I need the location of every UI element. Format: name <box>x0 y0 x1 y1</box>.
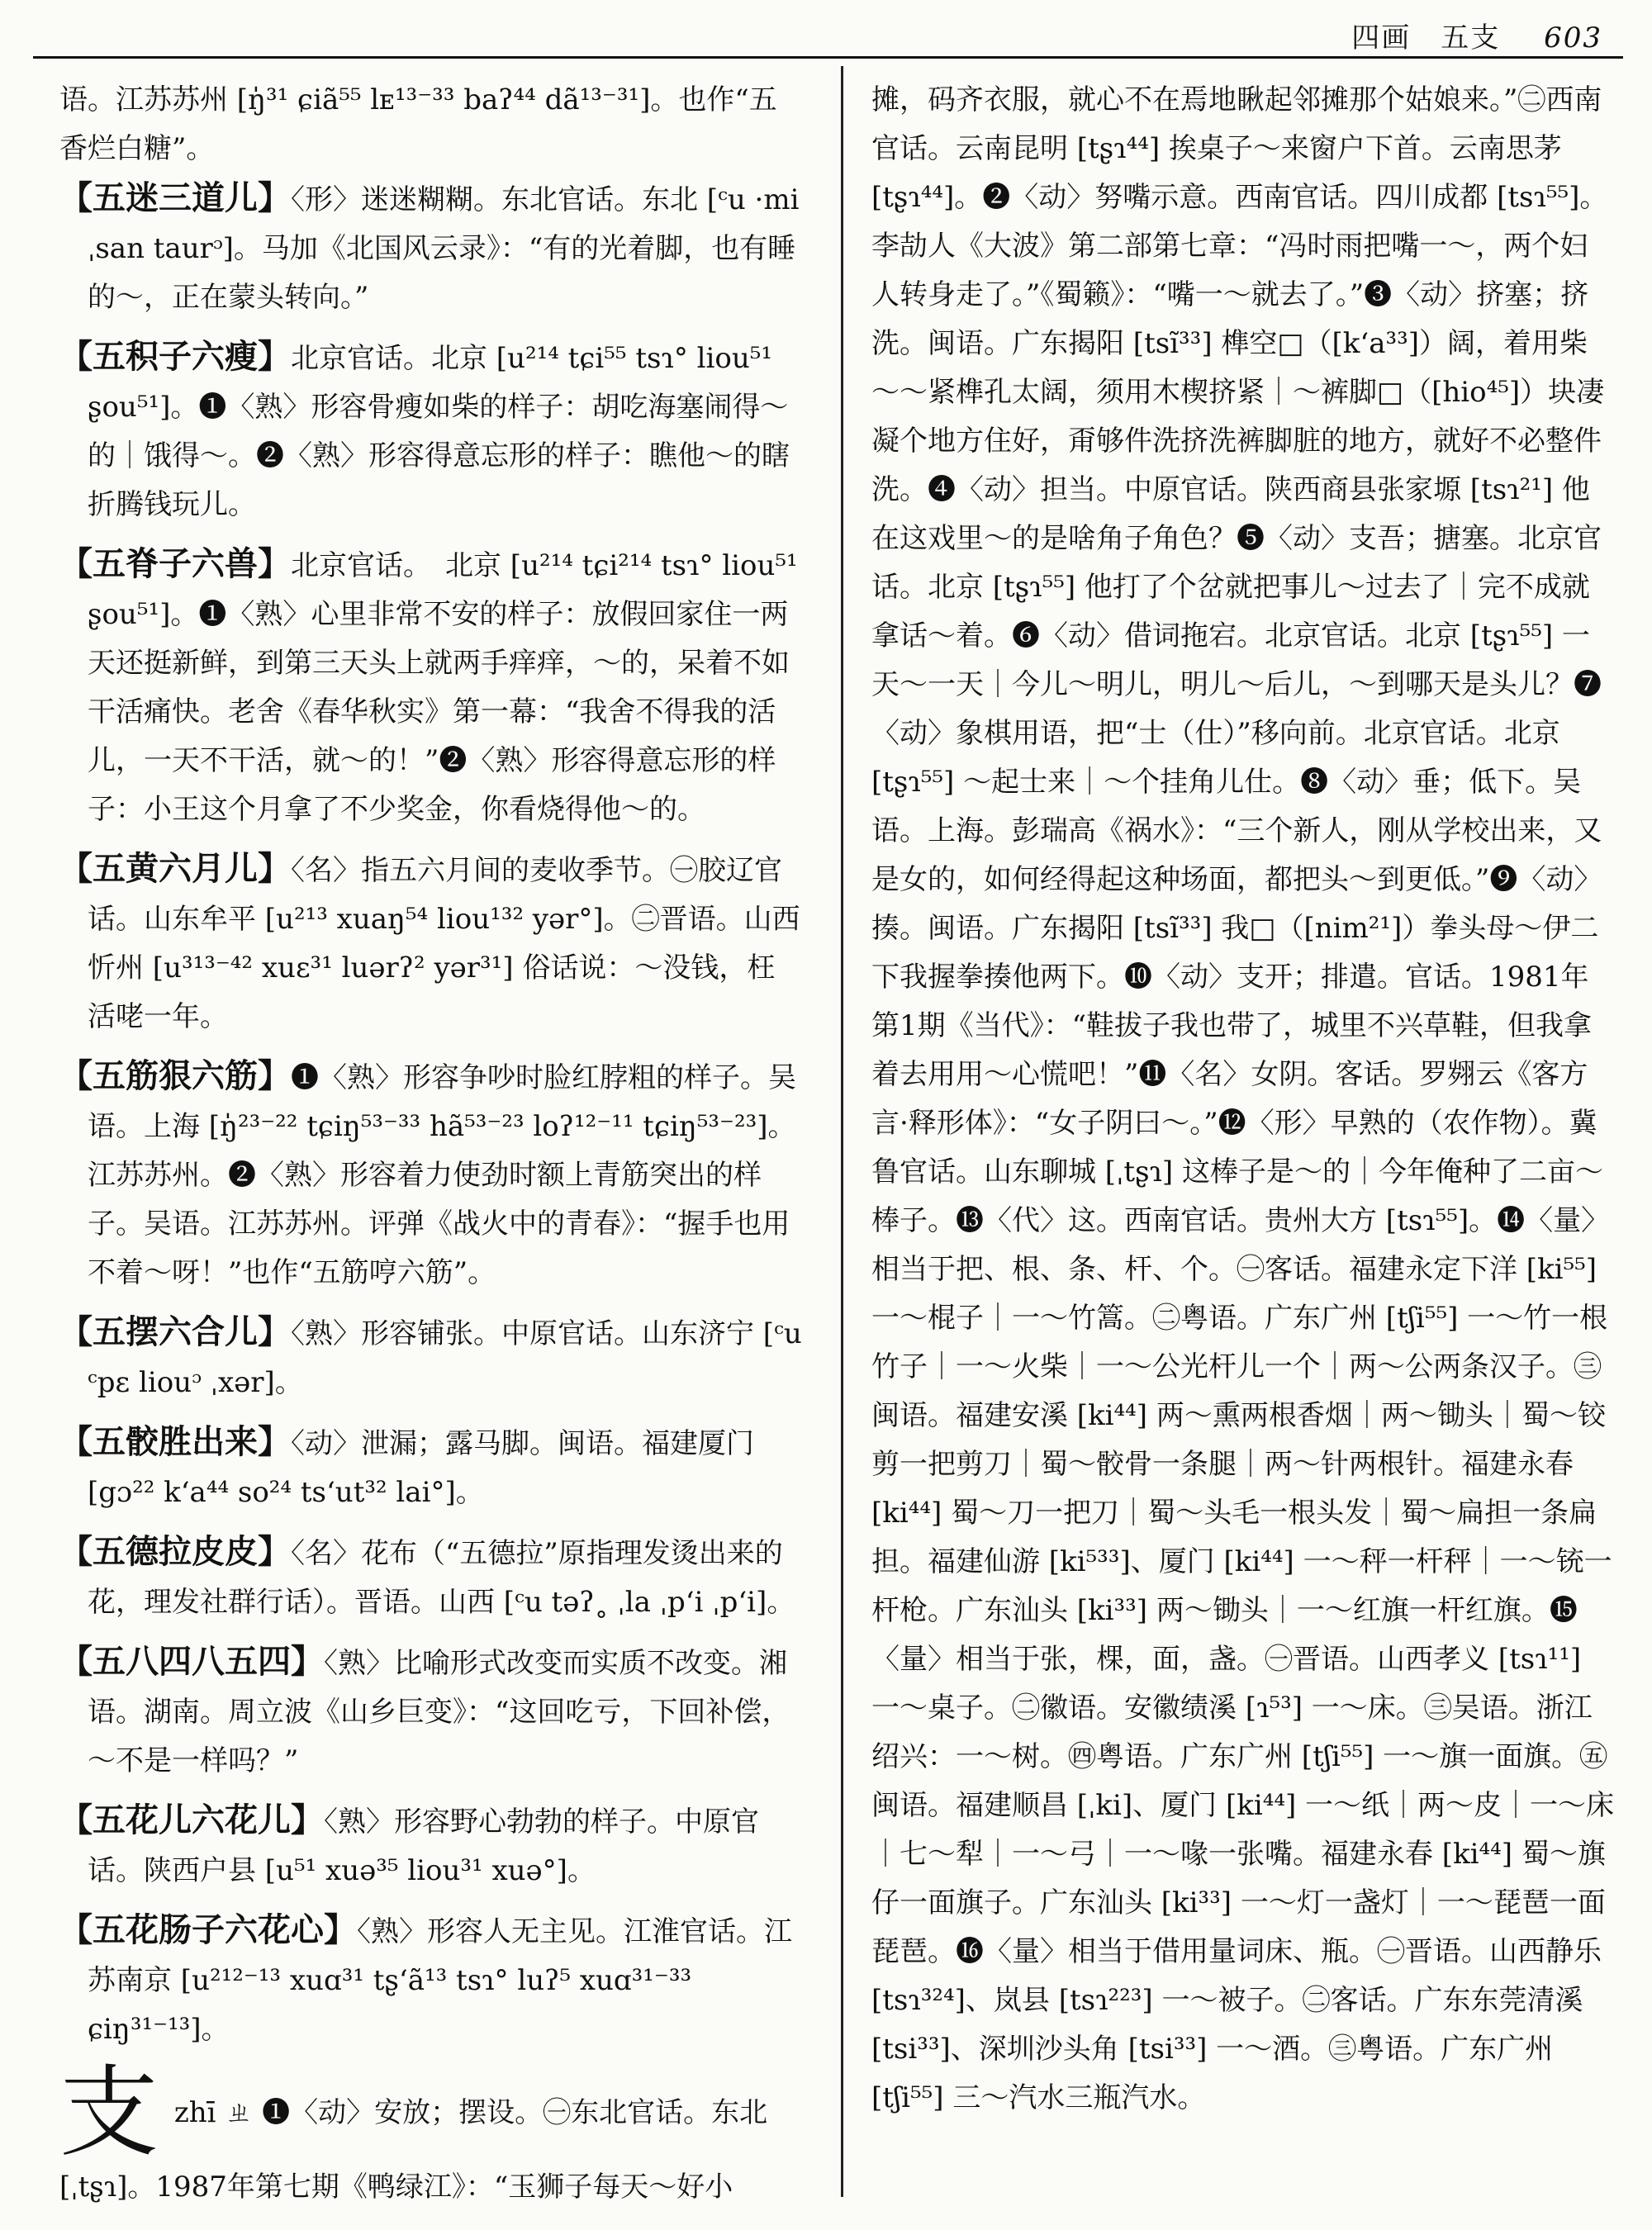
dictionary-entry <box>59 1796 803 1896</box>
entry-headword: 【五积子六瘦】 <box>59 337 291 376</box>
zhi-pinyin: zhī ㄓ <box>173 2096 254 2129</box>
header-rule <box>33 56 1623 59</box>
entry-headword: 【五摆六合儿】 <box>59 1312 291 1351</box>
zhi-entry-body: ❶〈动〉安放；摆设。㊀东北官话。东北 [ˌtʂɿ]。1987年第七期《鸭绿江》：“玉狮子每天～好小 <box>59 2096 768 2204</box>
dictionary-entry <box>59 1637 803 1786</box>
dictionary-entry <box>59 173 803 322</box>
column-divider <box>841 66 843 2197</box>
dictionary-entry <box>59 1527 803 1627</box>
page-header <box>1351 15 1602 55</box>
zhi-entry-continuation: 摊，码齐衣服，就心不在焉地瞅起邻摊那个姑娘来。”㊁西南官话。云南昆明 [tʂɿ⁴⁴] 挨桌子～来窗户下首。云南思茅 [tʂɿ⁴⁴]。❷〈动〉努嘴示意。西南官话。四川成都 [tsɿ⁵⁵]。李劼人《大波》第二部第七章：“冯时雨把嘴一～，两个妇人转身走了。”《蜀籁》：“嘴一～就去了。”❸〈动〉挤塞；挤洗。闽语。广东揭阳 [tsĩ³³] 榫空□（[k‘a³³]）阔，着用柴～～紧榫孔太阔，须用木楔挤紧｜～裤脚□（[hio⁴⁵]）块凄凝个地方住好，甭够件洗挤洗裤脚脏的地方，就好不必整件洗。❹〈动〉担当。中原官话。陕西商县张家塬 [tsɿ²¹] 他在这戏里～的是啥角子角色？❺〈动〉支吾；搪塞。北京官话。北京 [tʂɿ⁵⁵] 他打了个岔就把事儿～过去了｜完不成就拿话～着。❻〈动〉借词拖宕。北京官话。北京 [tʂɿ⁵⁵] 一天～一天｜今儿～明儿，明儿～后儿，～到哪天是头儿？❼〈动〉象棋用语，把“士（仕）”移向前。北京官话。北京 [tʂɿ⁵⁵] ～起士来｜～个挂角儿仕。❽〈动〉垂；低下。吴语。上海。彭瑞高《祸水》：“三个新人，刚从学校出来，又是女的，如何经得起这种场面，都把头～到更低。”❾〈动〉揍。闽语。广东揭阳 [tsĩ³³] 我□（[nim²¹]）拳头母～伊二下我握拳揍他两下。❿〈动〉支开；排遣。官话。1981年第1期《当代》：“鞋拔子我也带了，城里不兴草鞋，但我拿着去用用～心慌吧！”⓫〈名〉女阴。客话。罗翙云《客方言·释形体》：“女子阴曰～。”⓬〈形〉早熟的（农作物）。冀鲁官话。山东聊城 [ˌtʂɿ] 这棒子是～的｜今年俺种了二亩～棒子。⓭〈代〉这。西南官话。贵州大方 [tsɿ⁵⁵]。⓮〈量〉相当于把、根、条、杆、个。㊀客话。福建永定下洋 [ki⁵⁵] 一～棍子｜一～竹篙。㊁粤语。广东广州 [tʃi⁵⁵] 一～竹一根竹子｜一～火柴｜一～公光杆儿一个｜两～公两条汉子。㊂闽语。福建安溪 [ki⁴⁴] 两～熏两根香烟｜两～锄头｜蜀～铰剪一把剪刀｜蜀～骹骨一条腿｜两～针两根针。福建永春 [ki⁴⁴] 蜀～刀一把刀｜蜀～头毛一根头发｜蜀～扁担一条扁担。福建仙游 [ki⁵³³]、厦门 [ki⁴⁴] 一～秤一杆秤｜一～铳一杆枪。广东汕头 [ki³³] 两～锄头｜一～红旗一杆红旗。⓯〈量〉相当于张，棵，面，盏。㊀晋语。山西孝义 [tsɿ¹¹] 一～桌子。㊁徽语。安徽绩溪 [ɿ⁵³] 一～床。㊂吴语。浙江绍兴：一～树。㊃粤语。广东广州 [tʃi⁵⁵] 一～旗一面旗。㊄闽语。福建顺昌 [ˌki]、厦门 [ki⁴⁴] 一～纸｜两～皮｜一～床｜七～犁｜一～弓｜一～喙一张嘴。福建永春 [ki⁴⁴] 蜀～旗仔一面旗子。广东汕头 [ki³³] 一～灯一盏灯｜一～琵琶一面琵琶。⓰〈量〉相当于借用量词床、瓶。㊀晋语。山西静乐 [tsɿ³²⁴]、岚县 [tsɿ²²³] 一～被子。㊁客话。广东东莞清溪 [tsi³³]、深圳沙头角 [tsi³³] 一～酒。㊂粤语。广东广州 [tʃi⁵⁵] 三～汽水三瓶汽水。 <box>871 83 1615 2114</box>
entry-body: 〈熟〉比喻形式改变而实质不改变。湘语。湖南。周立波《山乡巨变》：“这回吃亏，下回补偿，～不是一样吗？” <box>88 1647 790 1777</box>
entry-body: 北京官话。 北京 [u²¹⁴ tɕi²¹⁴ tsɿ° liou⁵¹ ʂou⁵¹]。❶〈熟〉心里非常不安的样子：放假回家住一两天还挺新鲜，到第三天头上就两手痒痒，～的，呆着不如干活痛快。老舍《春华秋实》第一幕：“我舍不得我的活儿，一天不干活，就～的！”❷〈熟〉形容得意忘形的样子：小王这个月拿了不少奖金，你看烧得他～的。 <box>88 549 798 826</box>
dictionary-entry <box>59 844 803 1041</box>
entry-headword: 【五德拉皮皮】 <box>59 1532 291 1571</box>
dictionary-entry <box>59 332 803 529</box>
left-top-continuation: 语。江苏苏州 [ŋ̍³¹ ɕiã⁵⁵ lᴇ¹³⁻³³ baʔ⁴⁴ dã¹³⁻³¹]。也作“五香烂白糖”。 <box>59 83 777 165</box>
entry-body: ❶〈熟〉形容争吵时脸红脖粗的样子。吴语。上海 [ŋ̍²³⁻²² tɕiŋ⁵³⁻³³ hã⁵³⁻²³ loʔ¹²⁻¹¹ tɕiŋ⁵³⁻²³]。江苏苏州。❷〈熟〉形容着力使劲时额上青筋突出的样子。吴语。江苏苏州。评弹《战火中的青春》：“握手也用不着～呀！”也作“五筋哼六筋”。 <box>88 1061 796 1289</box>
entry-body: 〈熟〉形容人无主见。江淮官话。江苏南京 [u²¹²⁻¹³ xuɑ³¹ tʂ‘ã¹³ tsɿ° luʔ⁵ xuɑ³¹⁻³³ ɕiŋ³¹⁻¹³]。 <box>88 1915 792 2046</box>
entry-headword: 【五花儿六花儿】 <box>59 1801 324 1839</box>
dictionary-entry <box>59 539 803 834</box>
dictionary-entry <box>59 1051 803 1298</box>
entry-headword: 【五花肠子六花心】 <box>59 1910 357 1949</box>
entry-headword: 【五骹胜出来】 <box>59 1422 291 1461</box>
entry-headword: 【五筋狠六筋】 <box>59 1056 291 1095</box>
entry-headword: 【五脊子六兽】 <box>59 544 291 583</box>
entry-headword: 【五黄六月儿】 <box>59 849 291 888</box>
dictionary-entry <box>59 1417 803 1517</box>
right-column <box>871 76 1615 2123</box>
page-number: 603 <box>1544 21 1602 55</box>
entry-headword: 【五迷三道儿】 <box>59 178 291 217</box>
entry-body: 〈熟〉形容野心勃勃的样子。中原官话。陕西户县 [u⁵¹ xuə³⁵ liou³¹ xuə°]。 <box>88 1805 759 1887</box>
entry-body: 〈动〉泄漏；露马脚。闽语。福建厦门 [gɔ²² k‘a⁴⁴ so²⁴ ts‘ut³² lai°]。 <box>88 1427 754 1509</box>
left-column <box>59 76 803 2212</box>
entry-body: 北京官话。北京 [u²¹⁴ tɕi⁵⁵ tsɿ° liou⁵¹ ʂou⁵¹]。❶〈熟〉形容骨瘦如柴的样子：胡吃海塞闹得～的｜饿得～。❷〈熟〉形容得意忘形的样子：瞧他～的瞎折腾钱玩儿。 <box>88 342 790 521</box>
zhi-headword-character: 支 <box>59 2056 159 2171</box>
dictionary-entry <box>59 1905 803 2054</box>
entry-body: 〈名〉花布（“五德拉”原指理发烫出来的花，理发社群行话）。晋语。山西 [ᶜu təʔ˳ ˌla ˌp‘i ˌp‘i]。 <box>88 1537 795 1619</box>
dictionary-entry <box>59 1307 803 1407</box>
entry-body: 〈形〉迷迷糊糊。东北官话。东北 [ᶜu ·mi ˌsan taurᵓ]。马加《北国风云录》：“有的光着脚，也有睡的～，正在蒙头转向。” <box>88 183 800 314</box>
entry-body: 〈名〉指五六月间的麦收季节。㊀胶辽官话。山东牟平 [u²¹³ xuaŋ⁵⁴ liou¹³² yər°]。㊁晋语。山西忻州 [u³¹³⁻⁴² xuɛ³¹ luərʔ² yər³¹] 俗话说：～没钱，枉活咾一年。 <box>88 854 800 1033</box>
entry-headword: 【五八四八五四】 <box>59 1642 324 1681</box>
entry-body: 〈熟〉形容铺张。中原官话。山东济宁 [ᶜu ᶜpɛ liouᵓ ˌxər]。 <box>88 1317 802 1399</box>
header-title: 四画 五支 <box>1351 21 1501 55</box>
zhi-entry <box>59 2056 803 2212</box>
